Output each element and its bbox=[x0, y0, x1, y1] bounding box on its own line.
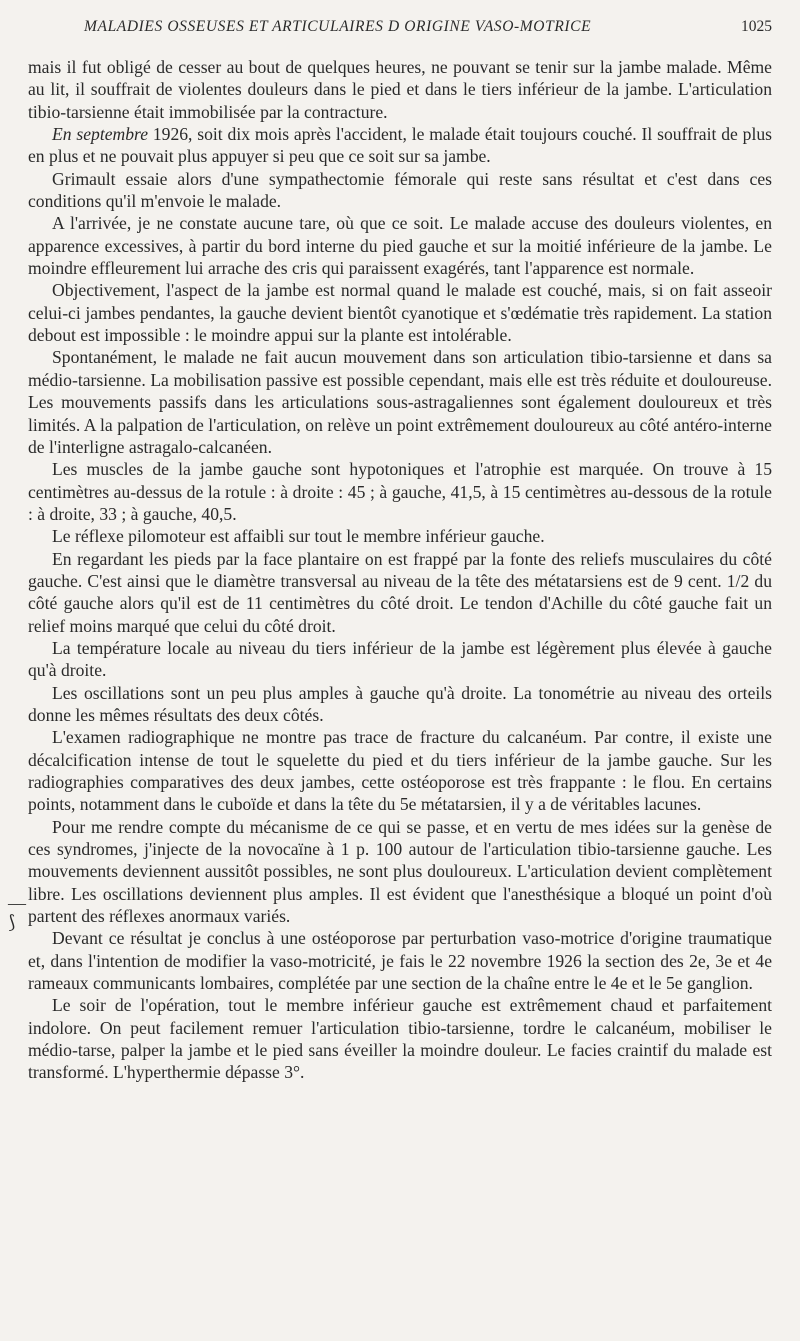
paragraph: Les oscillations sont un peu plus amples à gauche qu'à droite. La tonométrie au niveau des orteils donne les mêmes résultats des deux côtés. bbox=[28, 682, 772, 725]
paragraph: Les muscles de la jambe gauche sont hypotoniques et l'atrophie est marquée. On trouve à 15 centimètres au-dessus de la rotule : à droite : 45 ; à gauche, 41,5, à 15 centimètres au-dessous de la rotule : à droite, 33 ; à gauche, 40,5. bbox=[28, 459, 772, 524]
paragraph: Le soir de l'opération, tout le membre inférieur gauche est extrêmement chaud et parfaitement indolore. On peut facilement remuer l'articulation tibio-tarsienne, tordre le calcanéum, mobiliser le médio-tarse, palper la jambe et le pied sans éveiller la moindre douleur. Le facies craintif du malade est transformé. L'hyperthermie dépasse 3°. bbox=[28, 995, 772, 1083]
paragraph: Le réflexe pilomoteur est affaibli sur tout le membre inférieur gauche. bbox=[52, 526, 545, 547]
paragraph: En septembre 1926, soit dix mois après l'accident, le malade était toujours couché. Il souffrait de plus en plus et ne pouvait plus appuyer si peu que ce soit sur sa jambe. bbox=[28, 124, 772, 167]
paragraph: L'examen radiographique ne montre pas trace de fracture du calcanéum. Par contre, il existe une décalcification intense de tout le squelette du pied et du tiers inférieur de la jambe gauche. Sur les radiographies comparatives des deux jambes, cette ostéoporose est très frappante : le flou. En certains points, notamment dans le cuboïde et dans la tête du 5e métatarsien, il y a de véritables lacunes. bbox=[28, 727, 772, 815]
page-number: 1025 bbox=[741, 18, 772, 35]
paragraph: Pour me rendre compte du mécanisme de ce qui se passe, et en vertu de mes idées sur la genèse de ces syndromes, j'injecte de la novocaïne à 1 p. 100 autour de l'articulation tibio-tarsienne gauche. Les mouvements deviennent aussitôt possibles, ne sont plus douloureux. L'articulation devient complètement libre. Les oscillations deviennent plus amples. Il est évident que l'anesthésique a bloqué un point d'où partent des réflexes anormaux variés. bbox=[28, 816, 772, 927]
paragraph: mais il fut obligé de cesser au bout de quelques heures, ne pouvant se tenir sur la jambe malade. Même au lit, il souffrait de violentes douleurs dans le pied et dans le tiers inférieur de la jambe. L'articulation tibio-tarsienne était immobilisée par la contracture. bbox=[28, 57, 772, 122]
paragraph: Objectivement, l'aspect de la jambe est normal quand le malade est couché, mais, si on fait asseoir celui-ci jambes pendantes, la gauche devient bientôt cyanotique et s'œdématie très rapidement. La station debout est impossible : le moindre appui sur la plante est intolérable. bbox=[28, 280, 772, 346]
paragraph: A l'arrivée, je ne constate aucune tare, où que ce soit. Le malade accuse des douleurs violentes, en apparence excessives, à partir du bord interne du pied gauche et sur la moitié inférieure de la jambe. Le moindre effleurement lui arrache des cris qui paraissent exagérés, tant l'apparence est normale. bbox=[28, 213, 772, 279]
paragraph: La température locale au niveau du tiers inférieur de la jambe est légèrement plus élevée à gauche qu'à droite. bbox=[28, 637, 772, 681]
margin-mark: — bbox=[8, 893, 26, 913]
running-header bbox=[84, 18, 772, 48]
paragraph: Spontanément, le malade ne fait aucun mouvement dans son articulation tibio-tarsienne et dans sa médio-tarsienne. La mobilisation passive est possible cependant, mais elle est très réduite et douloureuse. Les mouvements passifs dans les articulations sous-astragaliennes sont également douloureux et très limités. A la palpation de l'articulation, on relève un point extrêmement douloureux au côté antéro-interne de l'interligne astragalo-calcanéen. bbox=[28, 347, 772, 457]
paragraph: Devant ce résultat je conclus à une ostéoporose par perturbation vaso-motrice d'origine traumatique et, dans l'intention de modifier la vaso-motricité, je fais le 22 novembre 1926 la section des 2e, 3e et 4e rameaux communicants lombaires, complétée par une section de la chaîne entre le 4e et le 5e ganglion. bbox=[28, 928, 772, 994]
paragraph: En regardant les pieds par la face plantaire on est frappé par la fonte des reliefs musculaires du côté gauche. C'est ainsi que le diamètre transversal au niveau de la tête des métatarsiens est de 9 cent. 1/2 du côté gauche alors qu'il est de 11 centimètres du côté droit. Le tendon d'Achille du côté gauche fait un relief moins marqué que celui du côté droit. bbox=[28, 548, 772, 636]
italic-lead: En septembre bbox=[52, 124, 149, 145]
body-text bbox=[28, 56, 772, 1084]
running-title: MALADIES OSSEUSES ET ARTICULAIRES D ORIGINE VASO-MOTRICE bbox=[84, 18, 592, 35]
margin-mark: ⟆ bbox=[8, 912, 16, 932]
paragraph: Grimault essaie alors d'une sympathectomie fémorale qui reste sans résultat et c'est dans ces conditions qu'il m'envoie le malade. bbox=[28, 168, 772, 212]
